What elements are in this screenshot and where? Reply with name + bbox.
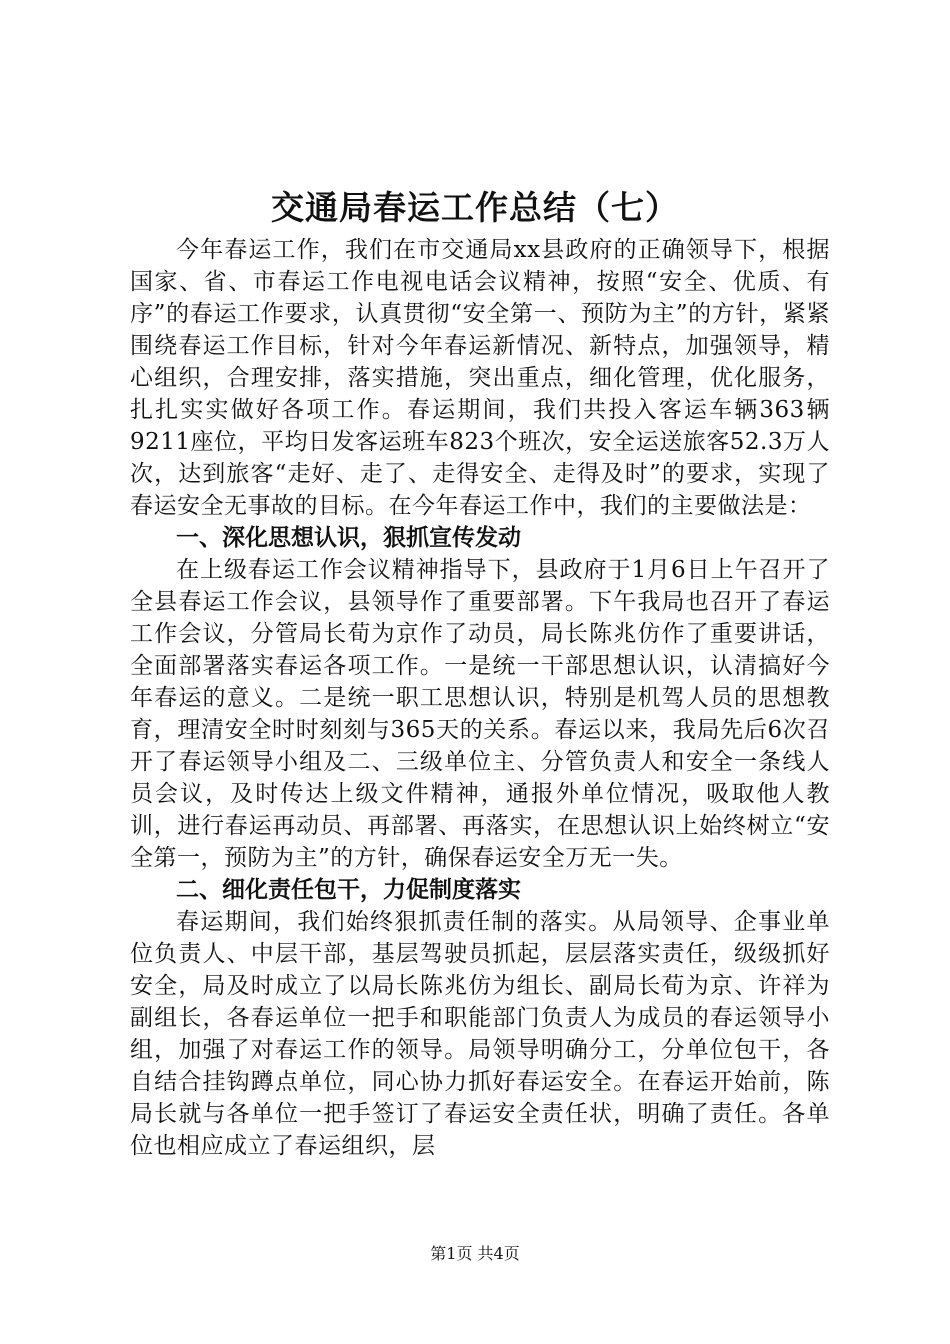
paragraph-section-1: 在上级春运工作会议精神指导下，县政府于1月6日上午召开了全县春运工作会议，县领导作了重要部署。下午我局也召开了春运工作会议，分管局长荀为京作了动员，局长陈兆仿作了重要讲话，全面部署落实春运各项工作。一是统一干部思想认识，认清搞好今年春运的意义。二是统一职工思想认识，特别是机驾人员的思想教育，理清安全时时刻刻与365天的关系。春运以来，我局先后6次召开了春运领导小组及二、三级单位主、分管负责人和安全一条线人员会议，及时传达上级文件精神，通报外单位情况，吸取他人教训，进行春运再动员、再部署、再落实，在思想认识上始终树立“安全第一，预防为主”的方针，确保春运安全万无一失。	[130, 557, 830, 871]
paragraph-intro: 今年春运工作，我们在市交通局xx县政府的正确领导下，根据国家、省、市春运工作电视电话会议精神，按照“安全、优质、有序”的春运工作要求，认真贯彻“安全第一、预防为主”的方针，紧紧围绕春运工作目标，针对今年春运新情况、新特点，加强领导，精心组织，合理安排，落实措施，突出重点，细化管理，优化服务，扎扎实实做好各项工作。春运期间，我们共投入客运车辆363辆9211座位，平均日发客运班车823个班次，安全运送旅客52.3万人次，达到旅客“走好、走了、走得安全、走得及时”的要求，实现了春运安全无事故的目标。在今年春运工作中，我们的主要做法是：	[130, 237, 830, 519]
section-heading-2: 二、细化责任包干，力促制度落实	[176, 877, 521, 903]
document-title: 交通局春运工作总结（七）	[271, 188, 679, 227]
section-heading-1: 一、深化思想认识，狠抓宣传发动	[176, 525, 521, 551]
paragraph-section-2: 春运期间，我们始终狠抓责任制的落实。从局领导、企事业单位负责人、中层干部，基层驾驶员抓起，层层落实责任，级级抓好安全，局及时成立了以局长陈兆仿为组长、副局长荀为京、许祥为副组长，各春运单位一把手和职能部门负责人为成员的春运领导小组，加强了对春运工作的领导。局领导明确分工，分单位包干，各自结合挂钩蹲点单位，同心协力抓好春运安全。在春运开始前，陈局长就与各单位一把手签订了春运安全责任状，明确了责任。各单位也相应成立了春运组织，层	[130, 909, 830, 1159]
document-body	[130, 234, 830, 1162]
page-footer: 第1页 共4页	[430, 1244, 520, 1263]
